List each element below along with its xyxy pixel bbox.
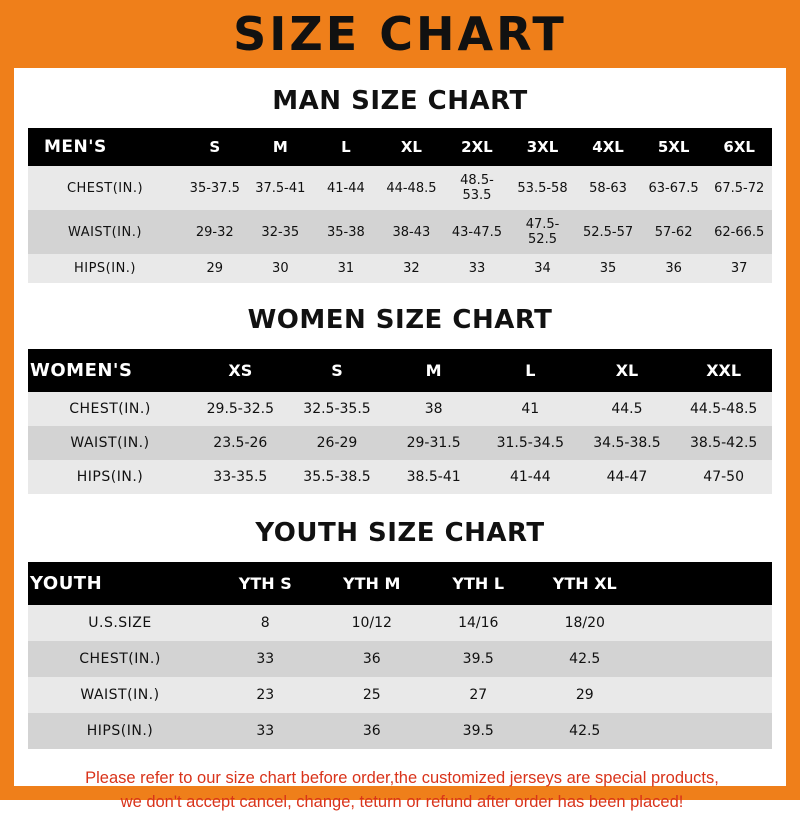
table-row [28,210,772,254]
man-header-cell-4: XL [379,128,445,166]
man-section-title: MAN SIZE CHART [272,86,528,116]
table-header-row [28,128,772,166]
youth-header-cell-3: YTH L [425,562,532,605]
man-cell-1-1: 32-35 [248,210,314,254]
table-row [28,426,772,460]
man-header-cell-3: L [313,128,379,166]
youth-cell-1-2: 39.5 [425,641,532,677]
man-header-cell-1: S [182,128,248,166]
man-cell-2-5: 34 [510,254,576,283]
youth-cell-3-3: 42.5 [532,713,639,749]
youth-cell-0-3: 18/20 [532,605,639,641]
man-cell-0-1: 37.5-41 [248,166,314,210]
women-cell-0-1: 32.5-35.5 [289,392,386,426]
youth-spacer-2 [638,677,772,713]
youth-header-spacer [638,562,772,605]
man-size-table [28,128,772,283]
women-row-2-label: HIPS(IN.) [28,460,192,494]
man-header-cell-5: 2XL [444,128,510,166]
man-cell-1-0: 29-32 [182,210,248,254]
women-header-cell-5: XL [579,349,676,392]
man-row-1-label: WAIST(IN.) [28,210,182,254]
youth-spacer-0 [638,605,772,641]
youth-cell-1-1: 36 [319,641,426,677]
man-cell-1-2: 35-38 [313,210,379,254]
man-cell-0-7: 63-67.5 [641,166,707,210]
women-cell-1-0: 23.5-26 [192,426,289,460]
women-cell-2-3: 41-44 [482,460,579,494]
man-cell-2-3: 32 [379,254,445,283]
women-cell-1-3: 31.5-34.5 [482,426,579,460]
man-cell-0-6: 58-63 [575,166,641,210]
man-header-cell-9: 6XL [706,128,772,166]
man-cell-0-4: 48.5-53.5 [444,166,510,210]
women-cell-2-4: 44-47 [579,460,676,494]
women-row-1-label: WAIST(IN.) [28,426,192,460]
women-header-cell-4: L [482,349,579,392]
man-cell-2-6: 35 [575,254,641,283]
youth-table-head [28,562,772,605]
man-cell-0-0: 35-37.5 [182,166,248,210]
women-header-cell-2: S [289,349,386,392]
youth-cell-2-2: 27 [425,677,532,713]
youth-cell-1-3: 42.5 [532,641,639,677]
man-cell-0-8: 67.5-72 [706,166,772,210]
women-cell-2-1: 35.5-38.5 [289,460,386,494]
women-cell-0-2: 38 [385,392,482,426]
youth-spacer-3 [638,713,772,749]
women-size-table [28,349,772,494]
youth-cell-0-0: 8 [212,605,319,641]
table-header-row [28,562,772,605]
man-cell-1-6: 52.5-57 [575,210,641,254]
youth-section-title: YOUTH SIZE CHART [255,518,545,548]
disclaimer-line-2: we don't accept cancel, change, teturn or refund after order has been placed! [120,792,684,811]
youth-row-0-label: U.S.SIZE [28,605,212,641]
table-row [28,166,772,210]
man-header-cell-6: 3XL [510,128,576,166]
youth-cell-3-0: 33 [212,713,319,749]
content-area [14,86,786,815]
man-cell-2-8: 37 [706,254,772,283]
youth-header-cell-0: YOUTH [28,562,212,605]
man-cell-2-4: 33 [444,254,510,283]
women-cell-1-1: 26-29 [289,426,386,460]
youth-row-2-label: WAIST(IN.) [28,677,212,713]
women-header-cell-0: WOMEN'S [28,349,192,392]
table-row [28,392,772,426]
disclaimer-line-1: Please refer to our size chart before order,the customized jerseys are special products, [85,769,719,787]
man-cell-1-4: 43-47.5 [444,210,510,254]
man-table-body [28,166,772,283]
man-cell-1-3: 38-43 [379,210,445,254]
youth-cell-0-1: 10/12 [319,605,426,641]
man-cell-2-1: 30 [248,254,314,283]
youth-row-1-label: CHEST(IN.) [28,641,212,677]
women-header-cell-3: M [385,349,482,392]
women-cell-2-5: 47-50 [675,460,772,494]
women-cell-0-0: 29.5-32.5 [192,392,289,426]
man-cell-2-7: 36 [641,254,707,283]
man-table-head [28,128,772,166]
table-row [28,605,772,641]
page-title: SIZE CHART [233,7,567,61]
youth-size-table [28,562,772,749]
youth-cell-0-2: 14/16 [425,605,532,641]
table-row [28,677,772,713]
women-cell-0-3: 41 [482,392,579,426]
youth-cell-1-0: 33 [212,641,319,677]
women-table-head [28,349,772,392]
man-row-2-label: HIPS(IN.) [28,254,182,283]
youth-header-cell-1: YTH S [212,562,319,605]
women-header-cell-1: XS [192,349,289,392]
man-cell-0-5: 53.5-58 [510,166,576,210]
women-cell-2-0: 33-35.5 [192,460,289,494]
women-header-cell-6: XXL [675,349,772,392]
man-cell-2-0: 29 [182,254,248,283]
table-row [28,713,772,749]
youth-cell-2-3: 29 [532,677,639,713]
man-header-cell-0: MEN'S [28,128,182,166]
youth-header-cell-4: YTH XL [532,562,639,605]
youth-cell-2-0: 23 [212,677,319,713]
table-row [28,254,772,283]
table-header-row [28,349,772,392]
youth-cell-3-2: 39.5 [425,713,532,749]
youth-cell-2-1: 25 [319,677,426,713]
women-cell-1-2: 29-31.5 [385,426,482,460]
man-cell-0-2: 41-44 [313,166,379,210]
women-cell-0-5: 44.5-48.5 [675,392,772,426]
women-section-title: WOMEN SIZE CHART [247,305,553,335]
man-cell-1-8: 62-66.5 [706,210,772,254]
youth-table-body [28,605,772,749]
man-header-cell-2: M [248,128,314,166]
youth-header-cell-2: YTH M [319,562,426,605]
header-band [14,0,786,68]
man-header-cell-8: 5XL [641,128,707,166]
table-row [28,460,772,494]
youth-spacer-1 [638,641,772,677]
women-cell-1-5: 38.5-42.5 [675,426,772,460]
women-cell-2-2: 38.5-41 [385,460,482,494]
man-cell-1-7: 57-62 [641,210,707,254]
man-cell-2-2: 31 [313,254,379,283]
table-row [28,641,772,677]
women-cell-0-4: 44.5 [579,392,676,426]
disclaimer-note [28,767,776,815]
women-cell-1-4: 34.5-38.5 [579,426,676,460]
man-cell-1-5: 47.5-52.5 [510,210,576,254]
youth-row-3-label: HIPS(IN.) [28,713,212,749]
women-table-body [28,392,772,494]
man-row-0-label: CHEST(IN.) [28,166,182,210]
man-header-cell-7: 4XL [575,128,641,166]
women-row-0-label: CHEST(IN.) [28,392,192,426]
man-cell-0-3: 44-48.5 [379,166,445,210]
youth-cell-3-1: 36 [319,713,426,749]
